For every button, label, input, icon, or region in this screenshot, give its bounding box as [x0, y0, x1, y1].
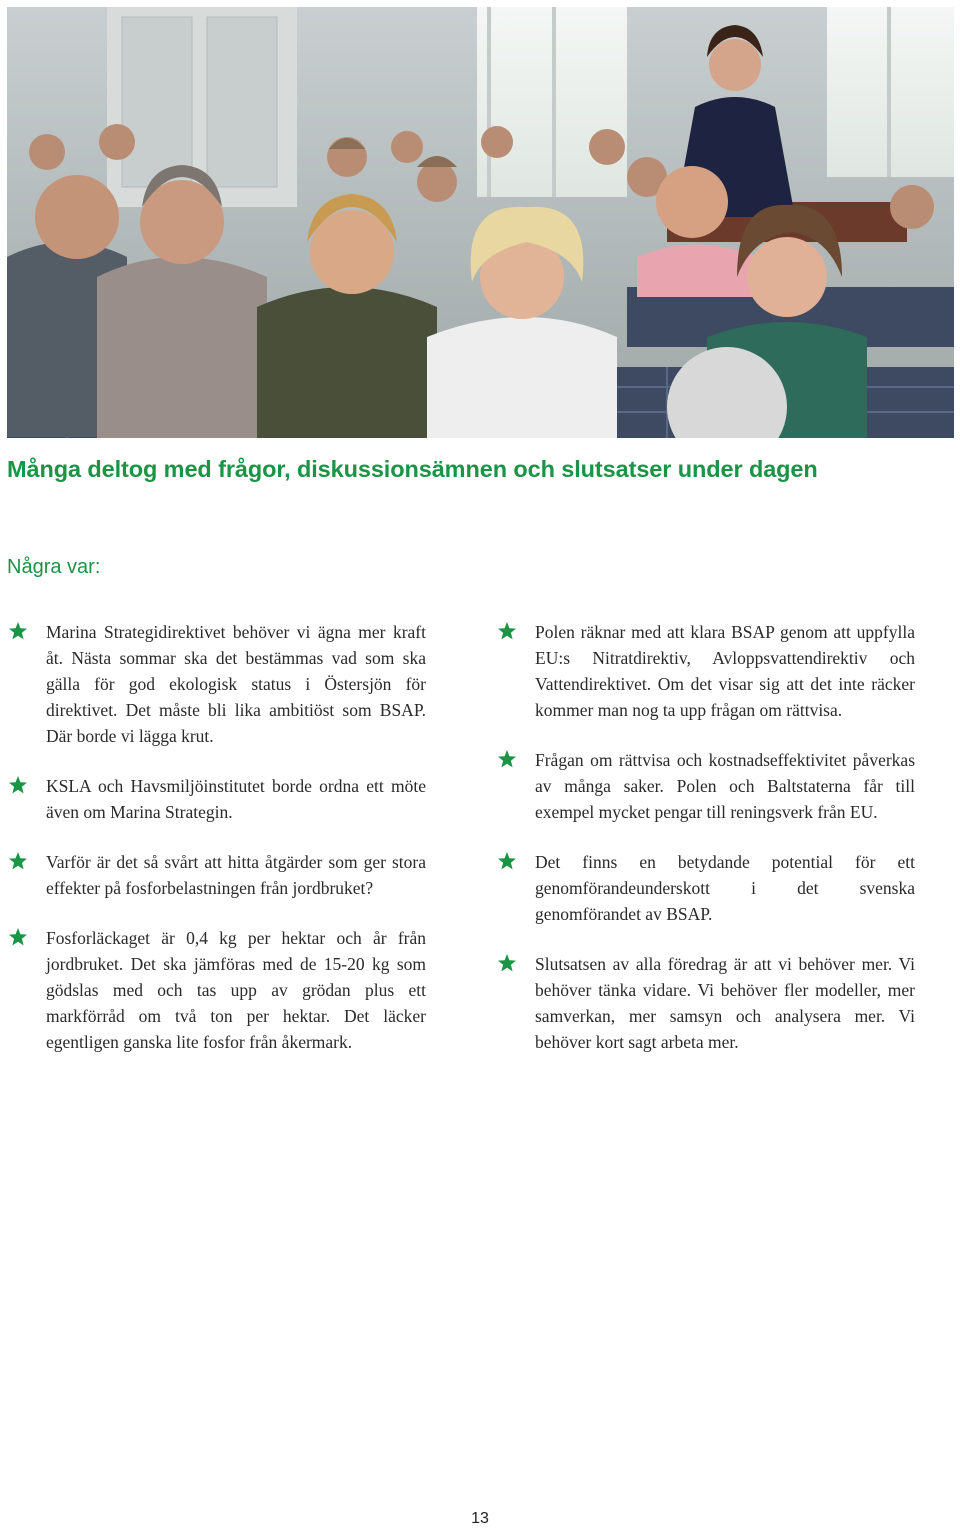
- list-item: [497, 747, 915, 825]
- star-bullet-icon: [497, 851, 517, 871]
- star-bullet-icon: [8, 851, 28, 871]
- list-item-text: Frågan om rättvisa och kostnadseffektivitet påverkas av många saker. Polen och Baltstaterna får till exempel mycket pengar till reningsverk från EU.: [535, 750, 915, 822]
- star-bullet-icon: [497, 953, 517, 973]
- right-column: [497, 619, 915, 1079]
- list-item: [8, 619, 426, 749]
- list-item-text: KSLA och Havsmiljöinstitutet borde ordna ett möte även om Marina Strategin.: [46, 776, 426, 822]
- list-item-text: Det finns en betydande potential för ett genomförandeunderskott i det svenska genomförandet av BSAP.: [535, 852, 915, 924]
- left-column: [8, 619, 426, 1079]
- star-bullet-icon: [8, 927, 28, 947]
- list-item-text: Fosforläckaget är 0,4 kg per hektar och år från jordbruket. Det ska jämföras med de 15-20 kg som gödslas med och tas upp av grödan plus ett markförråd om två ton per hektar. Det läcker egentligen ganska lite fosfor från åkermark.: [46, 928, 426, 1052]
- list-item: [497, 849, 915, 927]
- star-bullet-icon: [497, 749, 517, 769]
- audience-photo: [7, 7, 954, 438]
- list-item: [497, 951, 915, 1055]
- list-item-text: Polen räknar med att klara BSAP genom att uppfylla EU:s Nitratdirektiv, Avloppsvattendirektiv och Vattendirektivet. Om det visar sig att det inte räcker kommer man nog ta upp frågan om rättvisa.: [535, 622, 915, 720]
- star-bullet-icon: [8, 775, 28, 795]
- list-item: [8, 773, 426, 825]
- list-item-text: Marina Strategidirektivet behöver vi ägna mer kraft åt. Nästa sommar ska det bestämmas vad som ska gälla för god ekologisk status i Östersjön för direktivet. Det måste bli lika ambitiöst som BSAP. Där borde vi lägga krut.: [46, 622, 426, 746]
- audience-photo-illustration: [7, 7, 954, 438]
- star-bullet-icon: [497, 621, 517, 641]
- list-item: [497, 619, 915, 723]
- list-item-text: Slutsatsen av alla föredrag är att vi behöver mer. Vi behöver tänka vidare. Vi behöver fler modeller, mer samverkan, mer samsyn och analysera mer. Vi behöver kort sagt arbeta mer.: [535, 954, 915, 1052]
- page-number: 13: [471, 1510, 489, 1527]
- list-item: [8, 849, 426, 901]
- list-item: [8, 925, 426, 1055]
- section-headline: Många deltog med frågor, diskussionsämnen och slutsatser under dagen: [7, 456, 818, 482]
- section-subheading: Några var:: [7, 556, 101, 578]
- star-bullet-icon: [8, 621, 28, 641]
- list-item-text: Varför är det så svårt att hitta åtgärder som ger stora effekter på fosforbelastningen från jordbruket?: [46, 852, 426, 898]
